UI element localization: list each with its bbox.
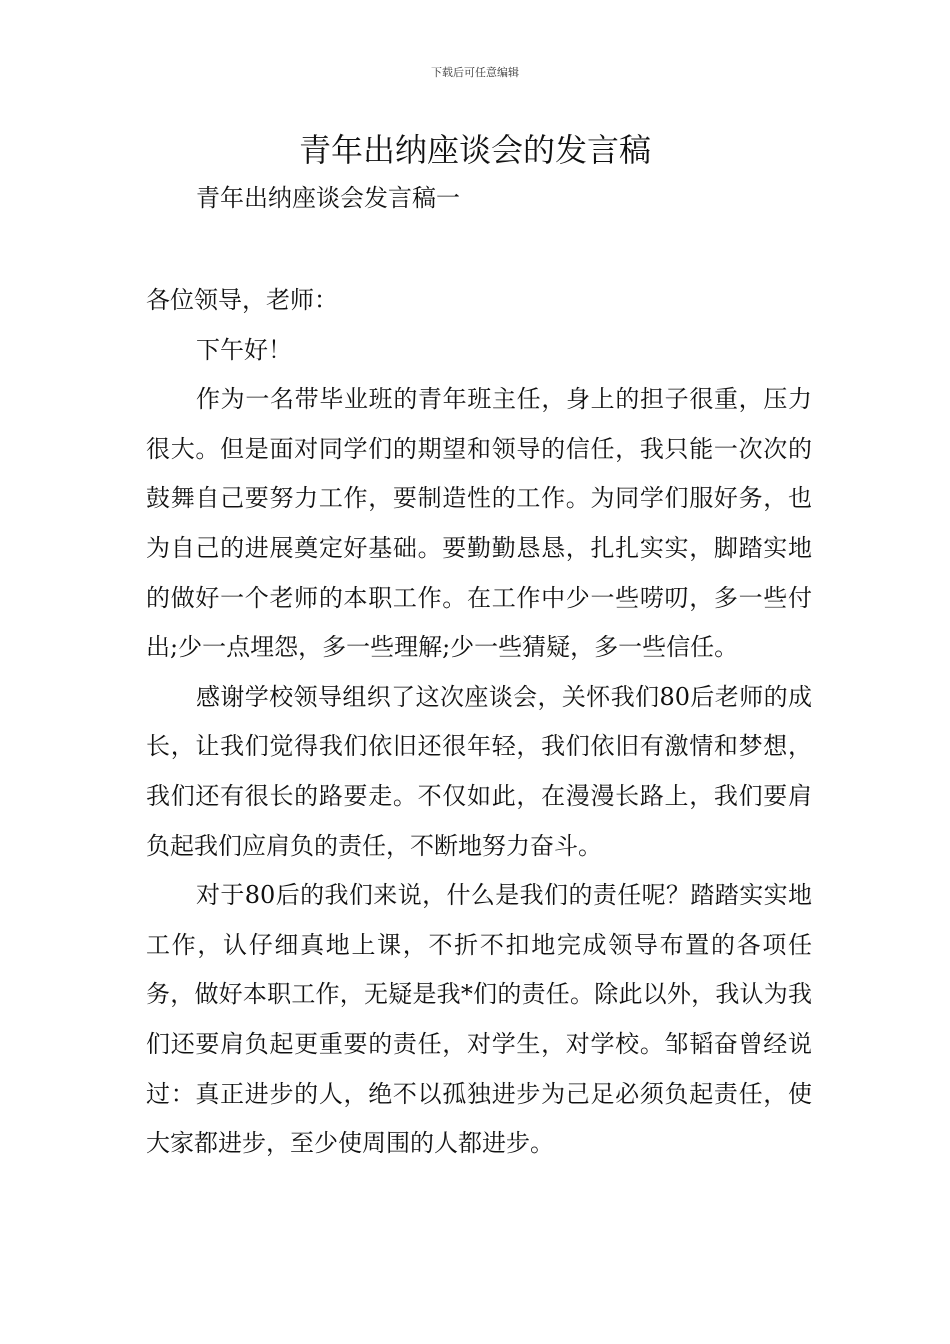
paragraph-1: 作为一名带毕业班的青年班主任，身上的担子很重，压力很大。但是面对同学们的期望和领导的信任，我只能一次次的鼓舞自己要努力工作，要制造性的工作。为同学们服好务，也为自己的进展奠定好基础。要勤勤恳恳，扎扎实实，脚踏实地的做好一个老师的本职工作。在工作中少一些唠叨，多一些付出;少一点埋怨，多一些理解;少一些猜疑，多一些信任。	[146, 385, 812, 662]
document-subtitle: 青年出纳座谈会发言稿一	[196, 184, 460, 212]
salutation: 各位领导，老师：	[146, 286, 338, 314]
paragraph-3: 对于80后的我们来说，什么是我们的责任呢？踏踏实实地工作，认仔细真地上课，不折不扣地完成领导布置的各项任务，做好本职工作，无疑是我*们的责任。除此以外，我认为我们还要肩负起更重要的责任，对学生，对学校。邹韬奋曾经说过：真正进步的人，绝不以孤独进步为己足必须负起责任，使大家都进步，至少使周围的人都进步。	[146, 881, 812, 1158]
greeting: 下午好！	[196, 335, 292, 364]
document-title: 青年出纳座谈会的发言稿	[298, 131, 651, 169]
document-body	[146, 276, 812, 1169]
paragraph-2: 感谢学校领导组织了这次座谈会，关怀我们80后老师的成长，让我们觉得我们依旧还很年轻，我们依旧有激情和梦想，我们还有很长的路要走。不仅如此，在漫漫长路上，我们要肩负起我们应肩负的责任，不断地努力奋斗。	[146, 682, 812, 860]
page-header-note: 下载后可任意编辑	[431, 66, 519, 79]
